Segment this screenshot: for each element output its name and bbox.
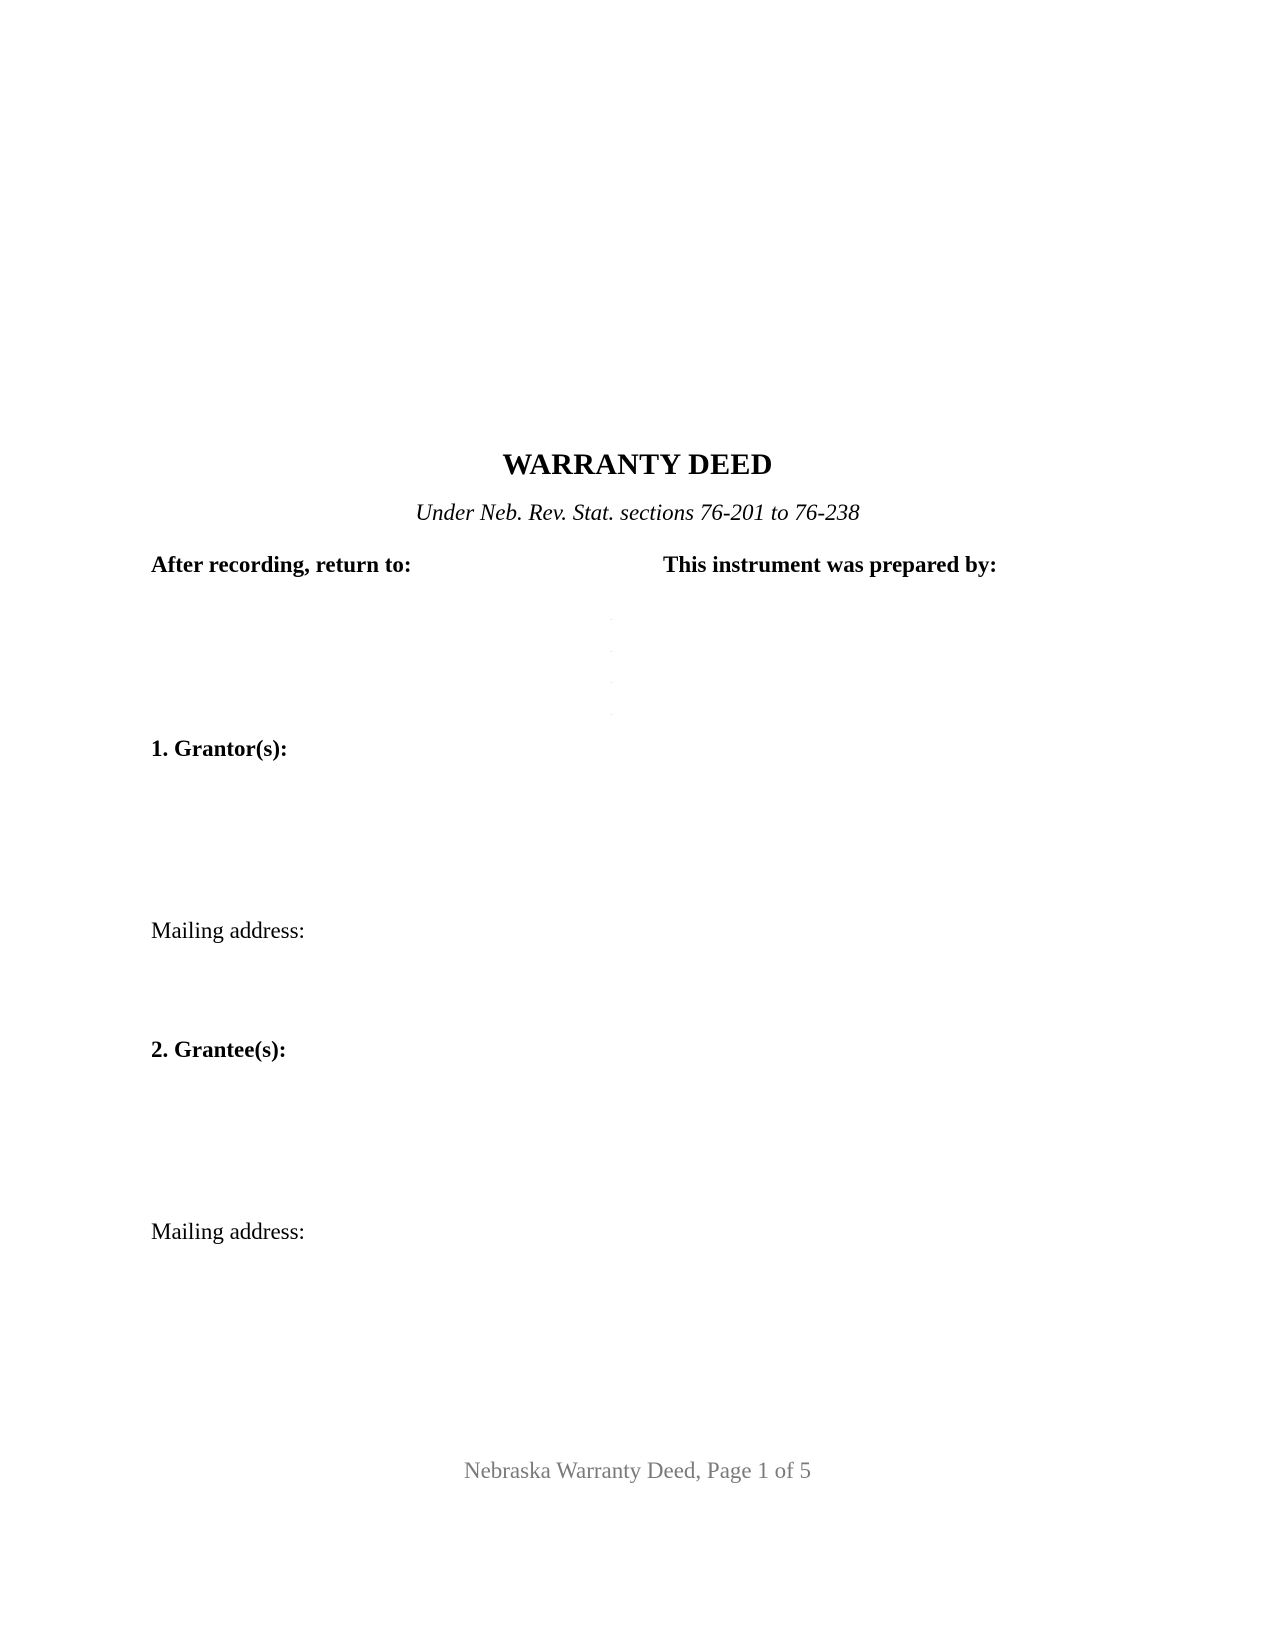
- prepared-by-label: This instrument was prepared by:: [663, 552, 997, 577]
- column-divider-dot: [611, 619, 612, 620]
- grantor-mailing-address-label: Mailing address:: [151, 918, 305, 943]
- column-divider-dot: [611, 714, 612, 715]
- column-divider-dot: [611, 682, 612, 683]
- return-to-label: After recording, return to:: [151, 552, 412, 577]
- document-title: WARRANTY DEED: [502, 448, 773, 481]
- grantor-heading: 1. Grantor(s):: [151, 736, 288, 761]
- page-footer: Nebraska Warranty Deed, Page 1 of 5: [463, 1458, 812, 1483]
- grantee-heading: 2. Grantee(s):: [151, 1037, 287, 1062]
- document-subtitle: Under Neb. Rev. Stat. sections 76-201 to 76-238: [415, 500, 860, 525]
- grantee-mailing-address-label: Mailing address:: [151, 1219, 305, 1244]
- column-divider-dot: [611, 651, 612, 652]
